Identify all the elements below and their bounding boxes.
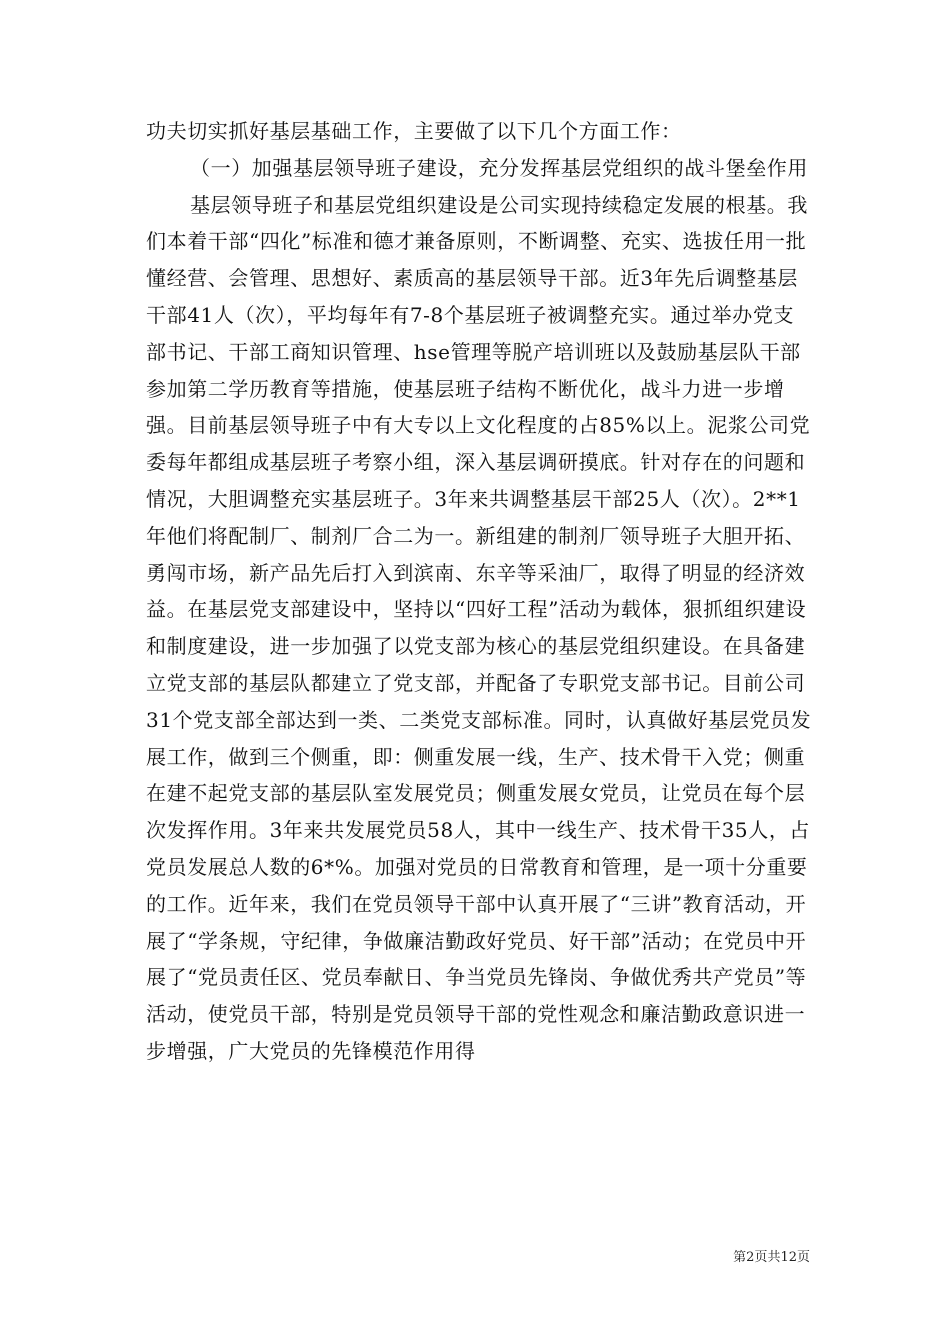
section-heading: （一）加强基层领导班子建设，充分发挥基层党组织的战斗堡垒作用 [190, 155, 808, 180]
body-paragraph: 基层领导班子和基层党组织建设是公司实现持续稳定发展的根基。我们本着干部“四化”标准和德才兼备原则，不断调整、充实、选拔任用一批懂经营、会管理、思想好、素质高的基层领导干部。近3年先后调整基层干部41人（次），平均每年有7-8个基层班子被调整充实。通过举办党支部书记、干部工商知识管理、hse管理等脱产培训班以及鼓励基层队干部参加第二学历教育等措施，使基层班子结构不断优化，战斗力进一步增强。目前基层领导班子中有大专以上文化程度的占85%以上。泥浆公司党委每年都组成基层班子考察小组，深入基层调研摸底。针对存在的问题和情况，大胆调整充实基层班子。3年来共调整基层干部25人（次）。2**1年他们将配制厂、制剂厂合二为一。新组建的制剂厂领导班子大胆开拓、勇闯市场，新产品先后打入到滨南、东辛等采油厂，取得了明显的经济效益。在基层党支部建设中，坚持以“四好工程”活动为载体，狠抓组织建设和制度建设，进一步加强了以党支部为核心的基层党组织建设。在具备建立党支部的基层队都建立了党支部，并配备了专职党支部书记。目前公司31个党支部全部达到一类、二类党支部标准。同时，认真做好基层党员发展工作，做到三个侧重，即：侧重发展一线，生产、技术骨干入党；侧重在建不起党支部的基层队室发展党员；侧重发展女党员，让党员在每个层次发挥作用。3年来共发展党员58人，其中一线生产、技术骨干35人，占党员发展总人数的6*%。加强对党员的日常教育和管理，是一项十分重要的工作。近年来，我们在党员领导干部中认真开展了“三讲”教育活动，开展了“学条规，守纪律，争做廉洁勤政好党员、好干部”活动；在党员中开展了“党员责任区、党员奉献日、争当党员先锋岗、争做优秀共产党员”等活动，使党员干部，特别是党员领导干部的党性观念和廉洁勤政意识进一步增强，广大党员的先锋模范作用得 [146, 192, 812, 1063]
document-body [146, 113, 814, 1070]
opening-line: 功夫切实抓好基层基础工作，主要做了以下几个方面工作： [146, 119, 682, 143]
page-number: 第2页共12页 [733, 1250, 810, 1265]
